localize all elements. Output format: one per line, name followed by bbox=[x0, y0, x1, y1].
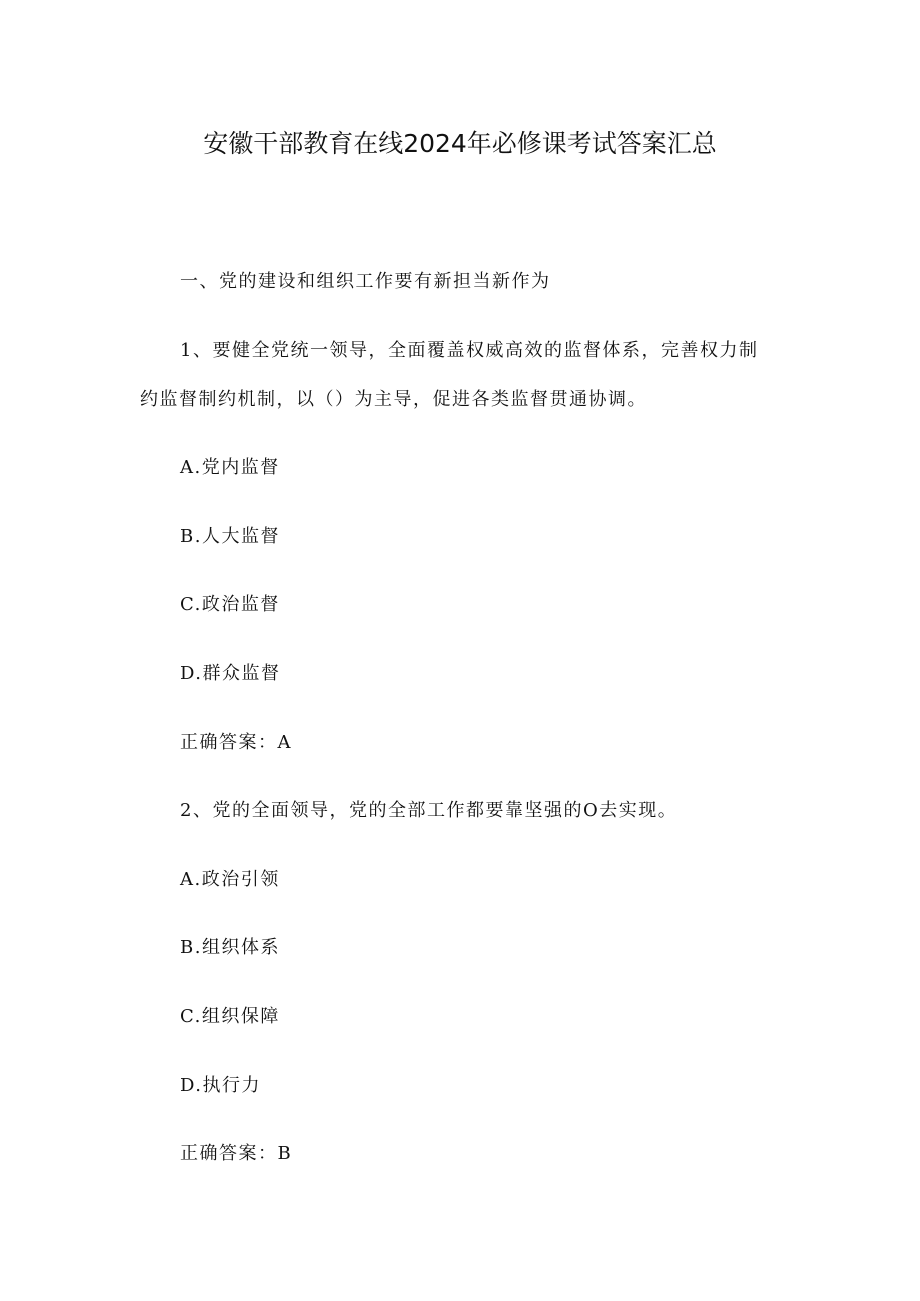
section-heading: 一、党的建设和组织工作要有新担当新作为 bbox=[180, 271, 551, 292]
question-1-option-b: B.人大监督 bbox=[180, 526, 280, 547]
question-2-answer: 正确答案：B bbox=[180, 1143, 293, 1164]
question-2-option-b: B.组织体系 bbox=[180, 937, 280, 958]
question-1-text-line1: 1、要健全党统一领导，全面覆盖权威高效的监督体系，完善权力制 bbox=[180, 340, 759, 361]
question-1-text-line2: 约监督制约机制，以（）为主导，促进各类监督贯通协调。 bbox=[140, 389, 647, 410]
question-1-option-d: D.群众监督 bbox=[180, 663, 281, 684]
question-2-option-a: A.政治引领 bbox=[180, 869, 280, 890]
document-title: 安徽干部教育在线2024年必修课考试答案汇总 bbox=[203, 129, 717, 158]
question-2-option-c: C.组织保障 bbox=[180, 1006, 280, 1027]
question-1-answer: 正确答案：A bbox=[180, 732, 292, 753]
question-1-option-a: A.党内监督 bbox=[180, 457, 280, 478]
question-2-option-d: D.执行力 bbox=[180, 1075, 262, 1096]
question-1-option-c: C.政治监督 bbox=[180, 594, 280, 615]
question-2-text-line1: 2、党的全面领导，党的全部工作都要靠坚强的O去实现。 bbox=[180, 800, 678, 821]
